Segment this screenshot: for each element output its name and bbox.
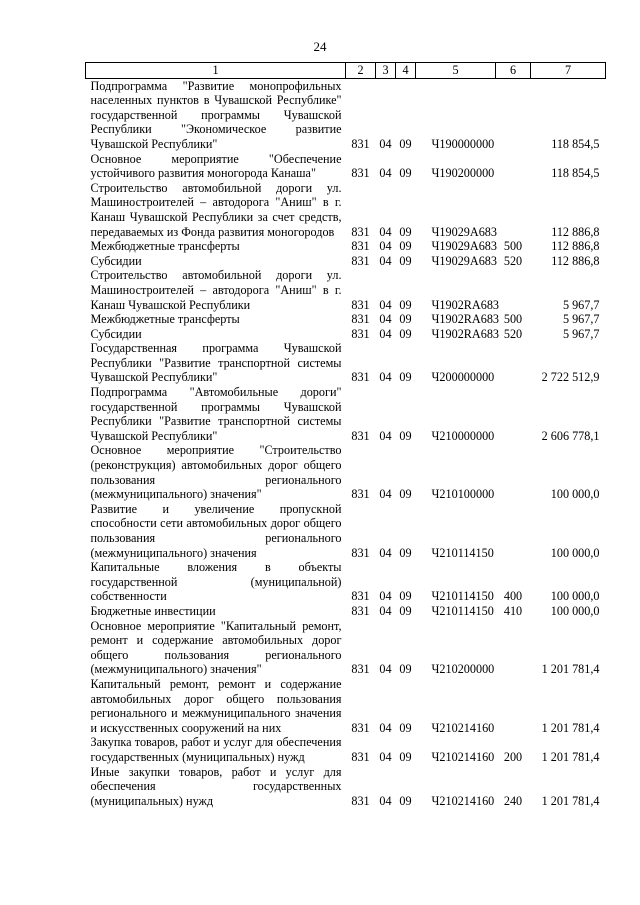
- row-amount: 1 201 781,4: [541, 749, 600, 764]
- header-col-7: 7: [531, 63, 606, 79]
- row-target-article: Ч190200000: [431, 166, 495, 181]
- row-amount: 2 722 512,9: [541, 370, 600, 385]
- row-subsection-code: 09: [399, 487, 412, 502]
- row-amount: 1 201 781,4: [541, 662, 600, 677]
- table-row: [86, 385, 606, 443]
- row-gr-code: 831: [351, 370, 370, 385]
- row-expense-type: 200: [503, 749, 523, 764]
- row-subsection-code: 09: [399, 239, 412, 254]
- table-row: [86, 604, 606, 619]
- table-row: [86, 254, 606, 269]
- row-target-article: Ч19029А683: [431, 224, 497, 239]
- row-target-article: Ч210114150: [431, 545, 494, 560]
- page-number: 24: [313, 39, 327, 54]
- row-section-code: 04: [379, 253, 392, 268]
- row-subsection-code: 09: [399, 326, 412, 341]
- row-expense-type: 520: [503, 253, 523, 268]
- row-name: Капитальный ремонт, ремонт и содержание автомобильных дорог общего пользования регионального и межмуниципального значения и искусственных сооружений на них: [90, 676, 342, 735]
- row-name: Основное мероприятие "Обеспечение устойчивого развития моногорода Канаша": [90, 151, 342, 181]
- table-row: [86, 341, 606, 385]
- row-section-code: 04: [379, 370, 392, 385]
- table-row: [86, 735, 606, 764]
- table-row: [86, 181, 606, 239]
- row-gr-code: 831: [351, 487, 370, 502]
- row-subsection-code: 09: [399, 720, 412, 735]
- row-target-article: Ч210114150: [431, 603, 494, 618]
- row-section-code: 04: [379, 545, 392, 560]
- row-gr-code: 831: [351, 253, 370, 268]
- row-gr-code: 831: [351, 297, 370, 312]
- header-col-5: 5: [416, 63, 496, 79]
- row-expense-type: 410: [503, 603, 523, 618]
- row-section-code: 04: [379, 224, 392, 239]
- row-gr-code: 831: [351, 326, 370, 341]
- row-amount: 118 854,5: [551, 136, 600, 151]
- row-amount: 100 000,0: [550, 589, 600, 604]
- row-section-code: 04: [379, 662, 392, 677]
- table-row: [86, 443, 606, 501]
- table-header: [86, 63, 606, 79]
- budget-table: [85, 62, 606, 808]
- row-name: Основное мероприятие "Капитальный ремонт, ремонт и содержание автомобильных дорог общего пользования регионального (межмуниципального) значения": [90, 618, 342, 677]
- row-gr-code: 831: [351, 312, 370, 327]
- row-section-code: 04: [379, 603, 392, 618]
- row-target-article: Ч210200000: [431, 662, 495, 677]
- row-expense-type: 520: [503, 326, 523, 341]
- table-row: [86, 78, 606, 151]
- row-target-article: Ч1902RA683: [431, 312, 500, 327]
- row-section-code: 04: [379, 793, 392, 808]
- table-body: [86, 78, 606, 808]
- row-target-article: Ч200000000: [431, 370, 495, 385]
- row-name: Субсидии: [90, 326, 142, 341]
- row-subsection-code: 09: [399, 589, 412, 604]
- row-amount: 5 967,7: [562, 297, 600, 312]
- row-name: Государственная программа Чувашской Республики "Развитие транспортной системы Чувашской Республики": [90, 341, 342, 385]
- table-row: [86, 619, 606, 677]
- table-row: [86, 560, 606, 604]
- row-target-article: Ч190000000: [431, 136, 495, 151]
- table-row: [86, 239, 606, 254]
- row-amount: 100 000,0: [550, 545, 600, 560]
- header-row: [86, 63, 606, 79]
- row-target-article: Ч210100000: [431, 487, 495, 502]
- row-gr-code: 831: [351, 793, 370, 808]
- row-name: Закупка товаров, работ и услуг для обеспечения государственных (муниципальных) нужд: [90, 735, 342, 764]
- row-expense-type: [496, 677, 531, 735]
- row-subsection-code: 09: [399, 370, 412, 385]
- row-amount: 112 886,8: [551, 253, 600, 268]
- header-col-3: 3: [376, 63, 396, 79]
- row-amount: 5 967,7: [562, 326, 600, 341]
- table-row: [86, 152, 606, 181]
- row-amount: 112 886,8: [551, 224, 600, 239]
- row-target-article: Ч1902RA683: [431, 297, 500, 312]
- row-name: Развитие и увеличение пропускной способности сети автомобильных дорог общего пользования регионального (межмуниципального) значения: [90, 501, 342, 560]
- row-gr-code: 831: [351, 589, 370, 604]
- row-section-code: 04: [379, 239, 392, 254]
- row-gr-code: 831: [351, 603, 370, 618]
- row-subsection-code: 09: [399, 253, 412, 268]
- row-amount: 118 854,5: [551, 166, 600, 181]
- row-target-article: Ч19029А683: [431, 253, 497, 268]
- row-name: Иные закупки товаров, работ и услуг для обеспечения государственных (муниципальных) нужд: [90, 764, 342, 808]
- row-subsection-code: 09: [399, 662, 412, 677]
- row-target-article: Ч1902RA683: [431, 326, 500, 341]
- row-gr-code: 831: [351, 239, 370, 254]
- row-amount: 112 886,8: [551, 239, 600, 254]
- row-subsection-code: 09: [399, 749, 412, 764]
- row-subsection-code: 09: [399, 545, 412, 560]
- table-row: [86, 677, 606, 735]
- table-row: [86, 327, 606, 342]
- row-target-article: Ч210114150: [431, 589, 494, 604]
- row-amount: 100 000,0: [550, 487, 600, 502]
- row-section-code: 04: [379, 487, 392, 502]
- row-name: Подпрограмма "Развитие монопрофильных населенных пунктов в Чувашской Республике" государственной программы Чувашской Республики "Экономическое развитие Чувашской Республики": [90, 78, 342, 151]
- row-target-article: Ч210214160: [431, 720, 495, 735]
- header-col-1: 1: [86, 63, 346, 79]
- row-name: Капитальные вложения в объекты государственной (муниципальной) собственности: [90, 560, 342, 604]
- row-expense-type: 240: [503, 793, 523, 808]
- row-gr-code: 831: [351, 224, 370, 239]
- row-subsection-code: 09: [399, 312, 412, 327]
- row-target-article: Ч19029А683: [431, 239, 497, 254]
- row-amount: 5 967,7: [562, 312, 600, 327]
- row-expense-type: 500: [503, 312, 523, 327]
- header-col-2: 2: [346, 63, 376, 79]
- row-subsection-code: 09: [399, 428, 412, 443]
- row-expense-type: [496, 268, 531, 312]
- table-row: [86, 765, 606, 809]
- row-section-code: 04: [379, 749, 392, 764]
- table-row: [86, 312, 606, 327]
- row-section-code: 04: [379, 312, 392, 327]
- table-row: [86, 502, 606, 560]
- row-expense-type: [496, 341, 531, 385]
- row-expense-type: [496, 443, 531, 501]
- row-section-code: 04: [379, 166, 392, 181]
- row-section-code: 04: [379, 589, 392, 604]
- row-target-article: Ч210000000: [431, 428, 495, 443]
- row-gr-code: 831: [351, 720, 370, 735]
- row-name: Межбюджетные трансферты: [90, 312, 240, 327]
- row-gr-code: 831: [351, 136, 370, 151]
- row-name: Основное мероприятие "Строительство (реконструкция) автомобильных дорог общего пользования регионального (межмуниципального) значения": [90, 443, 342, 502]
- row-name: Межбюджетные трансферты: [90, 239, 240, 254]
- row-section-code: 04: [379, 428, 392, 443]
- row-gr-code: 831: [351, 749, 370, 764]
- row-name: Строительство автомобильной дороги ул. Машиностроителей – автодорога "Аниш" в г. Канаш Чувашской Республики: [90, 268, 342, 312]
- table-row: [86, 268, 606, 312]
- row-subsection-code: 09: [399, 166, 412, 181]
- row-amount: 100 000,0: [550, 603, 600, 618]
- row-section-code: 04: [379, 136, 392, 151]
- row-amount: 2 606 778,1: [541, 428, 600, 443]
- row-name: Бюджетные инвестиции: [90, 603, 216, 618]
- row-section-code: 04: [379, 326, 392, 341]
- row-subsection-code: 09: [399, 136, 412, 151]
- row-name: Субсидии: [90, 253, 142, 268]
- row-name: Подпрограмма "Автомобильные дороги" государственной программы Чувашской Республики "Развитие транспортной системы Чувашской Республики": [90, 385, 342, 443]
- row-amount: 1 201 781,4: [541, 720, 600, 735]
- row-expense-type: 500: [503, 239, 523, 254]
- row-expense-type: 400: [503, 589, 523, 604]
- row-name: Строительство автомобильной дороги ул. Машиностроителей – автодорога "Аниш" в г. Канаш Чувашской Республики за счет средств, передаваемых из Фонда развития моногородов: [90, 180, 342, 239]
- row-target-article: Ч210214160: [431, 793, 495, 808]
- row-section-code: 04: [379, 720, 392, 735]
- row-expense-type: [496, 385, 531, 443]
- row-expense-type: [496, 78, 531, 151]
- row-amount: 1 201 781,4: [541, 793, 600, 808]
- header-col-4: 4: [396, 63, 416, 79]
- row-expense-type: [496, 181, 531, 239]
- row-subsection-code: 09: [399, 297, 412, 312]
- row-expense-type: [496, 152, 531, 181]
- header-col-6: 6: [496, 63, 531, 79]
- row-gr-code: 831: [351, 428, 370, 443]
- row-target-article: Ч210214160: [431, 749, 495, 764]
- row-gr-code: 831: [351, 662, 370, 677]
- row-expense-type: [496, 619, 531, 677]
- row-subsection-code: 09: [399, 224, 412, 239]
- row-gr-code: 831: [351, 166, 370, 181]
- row-subsection-code: 09: [399, 603, 412, 618]
- row-expense-type: [496, 502, 531, 560]
- row-section-code: 04: [379, 297, 392, 312]
- row-gr-code: 831: [351, 545, 370, 560]
- row-subsection-code: 09: [399, 793, 412, 808]
